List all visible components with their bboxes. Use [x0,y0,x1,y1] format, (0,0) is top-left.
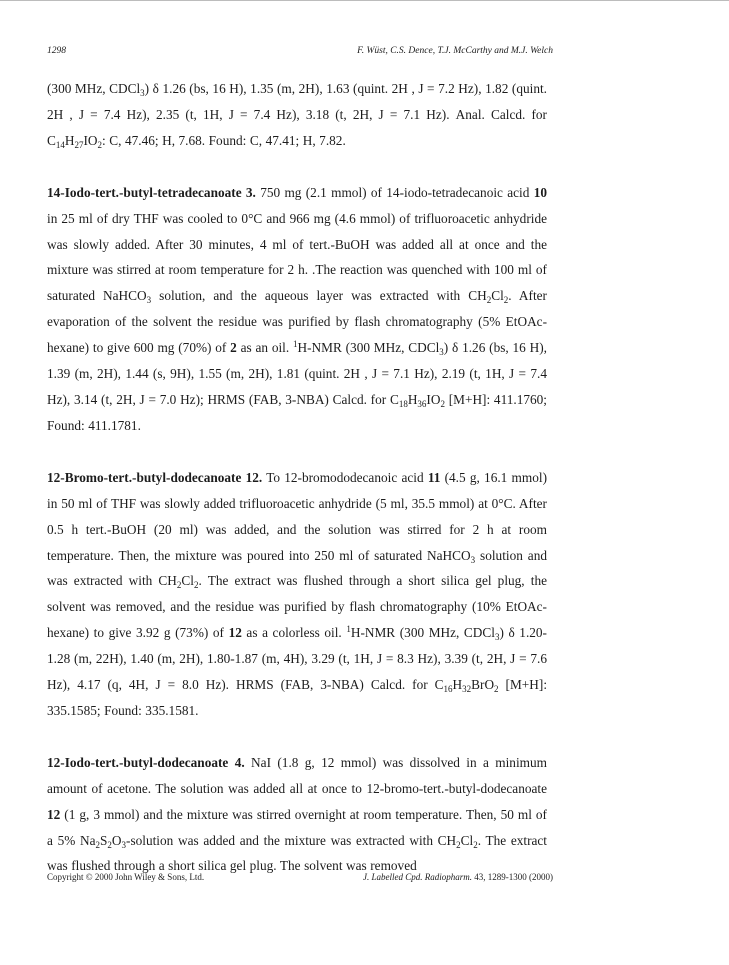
footer-copyright: Copyright © 2000 John Wiley & Sons, Ltd. [47,872,205,882]
page-body [47,76,547,879]
compound-4-heading: 12-Iodo-tert.-butyl-dodecanoate 4. [47,754,245,770]
paragraph-compound-12: 12-Bromo-tert.-butyl-dodecanoate 12. To 12-bromododecanoic acid 11 (4.5 g, 16.1 mmol) in 50 ml of THF was slowly added trifluoroacetic anhydride (5 ml, 35.5 mmol) at 0°C. After 0.5 h tert.-BuOH (20 ml) was added, and the solution was stirred for 2 h at room temperature. Then, the mixture was poured into 250 ml of saturated NaHCO$_3$ solution and was extracted with $CH_2Cl_2$. The extract was flushed through a short silica gel plug, the solvent was removed, and the residue was purified by flash chromatography (10% EtOAc-hexane) to give 3.92 g (73%) of 12 as a colorless oil. $^1$H-NMR (300 MHz, CDCl$_3$) δ 1.20-1.28 (m, 22H), 1.40 (m, 2H), 1.80-1.87 (m, 4H), 3.29 (t, 1H, J = 8.3 Hz), 3.39 (t, 2H, J = 7.6 Hz), 4.17 (q, 4H, J = 8.0 Hz). HRMS (FAB, 3-NBA) Calcd. for $C_{16}H_{32}BrO_2$ [M+H]: 335.1585; Found: 335.1581. [47,469,548,718]
paragraph-compound-3: 14-Iodo-tert.-butyl-tetradecanoate 3. 750 mg (2.1 mmol) of 14-iodo-tetradecanoic acid 10 in 25 ml of dry THF was cooled to 0°C and 966 mg (4.6 mmol) of trifluoroacetic anhydride was slowly added. After 30 minutes, 4 ml of tert.-BuOH was added all at once and the mixture was stirred at room temperature for 2 h. .The reaction was quenched with 100 ml of saturated NaHCO$_3$ solution, and the aqueous layer was extracted with $CH_2Cl_2$. After evaporation of the solvent the residue was purified by flash chromatography (5% EtOAc-hexane) to give 600 mg (70%) of 2 as an oil. $^1$H-NMR (300 MHz, CDCl$_3$) δ 1.26 (bs, 16 H), 1.39 (m, 2H), 1.44 (s, 9H), 1.55 (m, 2H), 1.81 (quint. 2H , J = 7.1 Hz), 2.19 (t, 1H, J = 7.4 Hz), 3.14 (t, 2H, J = 7.0 Hz); HRMS (FAB, 3-NBA) Calcd. for $C_{18}H_{36}IO_2$ [M+H]: 411.1760; Found: 411.1781. [47,184,547,433]
paragraph-continued-analysis: (300 MHz, CDCl$_3$) δ 1.26 (bs, 16 H), 1.35 (m, 2H), 1.63 (quint. 2H , J = 7.2 Hz), 1.82 (quint. 2H , J = 7.4 Hz), 2.35 (t, 1H, J = 7.4 Hz), 3.18 (t, 2H, J = 7.1 Hz). Anal. Calcd. for $C_{14}H_{27}IO_2$: C, 47.46; H, 7.68. Found: C, 47.41; H, 7.82. [47,81,547,150]
page-number: 1298 [47,46,66,56]
page-top-rule [0,0,729,1]
journal-volume-pages: 43, 1289-1300 (2000) [472,872,553,882]
compound-12-heading: 12-Bromo-tert.-butyl-dodecanoate 12. [47,469,263,485]
running-header-authors: F. Wüst, C.S. Dence, T.J. McCarthy and M.J. Welch [357,46,553,56]
compound-3-heading: 14-Iodo-tert.-butyl-tetradecanoate 3. [47,184,256,200]
footer-journal-citation [363,872,553,882]
paragraph-compound-4: 12-Iodo-tert.-butyl-dodecanoate 4. NaI (1.8 g, 12 mmol) was dissolved in a minimum amount of acetone. The solution was added all at once to 12-bromo-tert.-butyl-dodecanoate 12 (1 g, 3 mmol) and the mixture was stirred overnight at room temperature. Then, 50 ml of a 5% $Na_2S_2O_3$-solution was added and the mixture was extracted with $CH_2Cl_2$. The extract was flushed through a short silica gel plug. The solvent was removed [47,754,547,874]
journal-name: J. Labelled Cpd. Radiopharm. [363,872,472,882]
